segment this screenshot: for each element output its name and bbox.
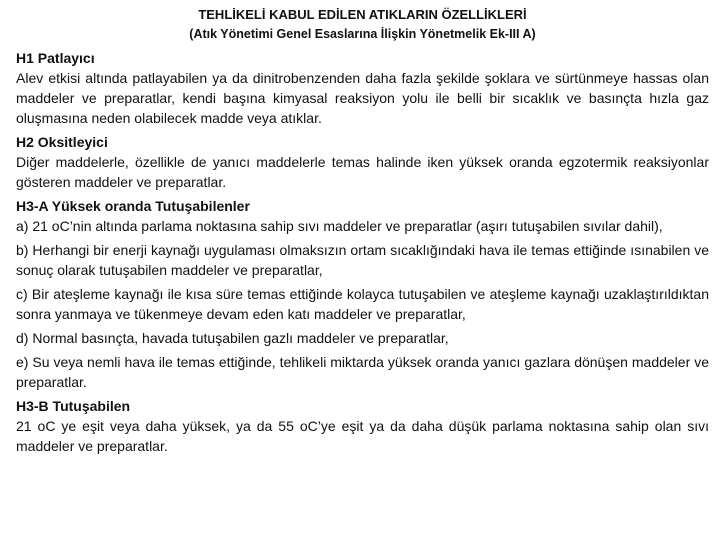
section-h2-oxidizing (16, 132, 709, 192)
document-page (0, 7, 720, 547)
document-title: TEHLİKELİ KABUL EDİLEN ATIKLARIN ÖZELLİKLERİ (198, 7, 527, 22)
section-heading: H3-A Yüksek oranda Tutuşabilenler (16, 198, 250, 214)
document-subtitle: (Atık Yönetimi Genel Esaslarına İlişkin Yönetmelik Ek-III A) (189, 27, 536, 41)
section-h1-explosive (16, 48, 709, 128)
section-heading: H1 Patlayıcı (16, 50, 95, 66)
section-h3a-highly-flammable (16, 196, 709, 392)
section-paragraph: Diğer maddelerle, özellikle de yanıcı maddelerle temas halinde iken yüksek oranda egzotermik reaksiyonlar gösteren maddeler ve preparatlar. (16, 154, 709, 190)
list-item-a: a) 21 oC’nin altında parlama noktasına sahip sıvı maddeler ve preparatlar (aşırı tutuşabilen sıvılar dahil), (16, 218, 663, 234)
section-paragraph: 21 oC ye eşit veya daha yüksek, ya da 55 oC’ye eşit ya da daha düşük parlama noktasına sahip olan sıvı maddeler ve preparatlar. (16, 418, 709, 454)
list-item-c: c) Bir ateşleme kaynağı ile kısa süre temas ettiğinde kolayca tutuşabilen ve ateşleme kaynağı uzaklaştırıldıktan sonra yanmaya ve tükenmeye devam eden katı maddeler ve preparatlar, (16, 286, 709, 322)
list-item-b: b) Herhangi bir enerji kaynağı uygulaması olmaksızın ortam sıcaklığındaki hava ile temas ettiğinde ısınabilen ve sonuç olarak tutuşabilen maddeler ve preparatlar, (16, 242, 709, 278)
list-item-e: e) Su veya nemli hava ile temas ettiğinde, tehlikeli miktarda yüksek oranda yanıcı gazlara dönüşen maddeler ve preparatlar. (16, 354, 709, 390)
list-item-d: d) Normal basınçta, havada tutuşabilen gazlı maddeler ve preparatlar, (16, 330, 449, 346)
section-heading: H3-B Tutuşabilen (16, 398, 131, 414)
section-heading: H2 Oksitleyici (16, 134, 108, 150)
section-h3b-flammable (16, 396, 709, 456)
section-paragraph: Alev etkisi altında patlayabilen ya da dinitrobenzenden daha fazla şekilde şoklara ve sürtünmeye hassas olan maddeler ve preparatlar, kendi başına kimyasal reaksiyon yolu ile belli bir sıcaklık ve basınçta hızla gaz oluşmasına neden olabilecek madde veya atıklar. (16, 70, 709, 126)
